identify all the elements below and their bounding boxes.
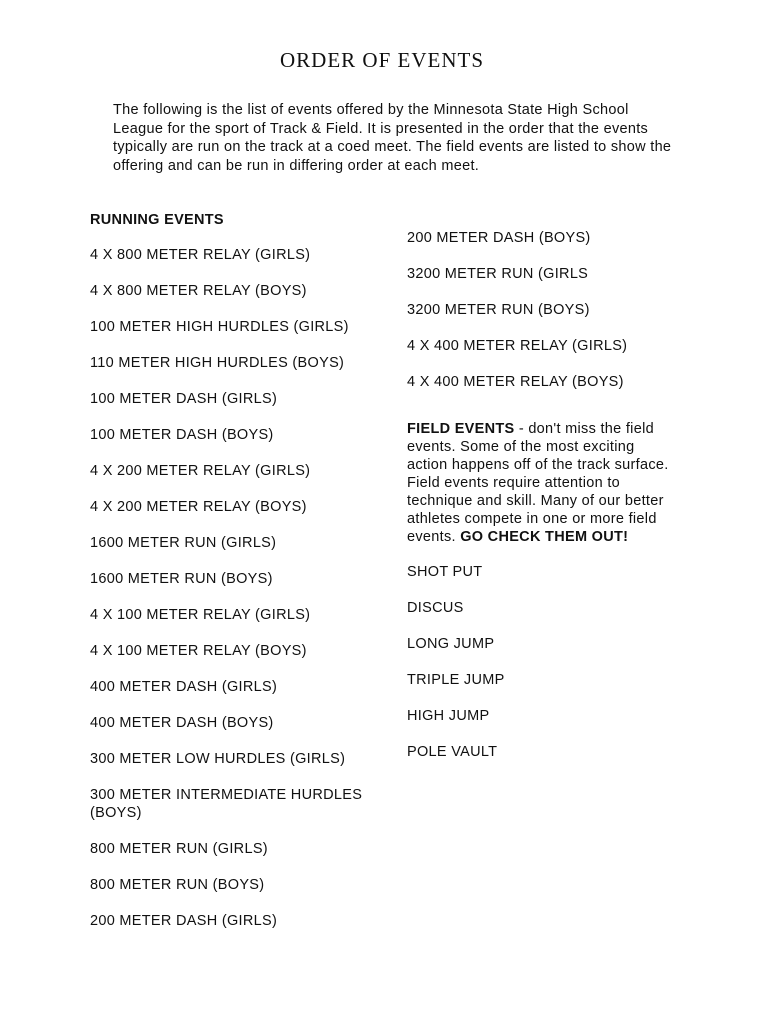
event-item: 3200 METER RUN (GIRLS [407,266,589,282]
event-item: 3200 METER RUN (BOYS) [407,302,590,318]
page-title: ORDER OF EVENTS [279,48,484,72]
event-item: 4 X 200 METER RELAY (GIRLS) [90,463,311,479]
event-item: 200 METER DASH (BOYS) [407,230,591,246]
running-events-list-left [90,246,390,930]
event-item: DISCUS [407,600,464,616]
event-item: 1600 METER RUN (GIRLS) [90,535,277,551]
event-item: 4 X 200 METER RELAY (BOYS) [90,499,307,515]
event-item: 800 METER RUN (BOYS) [90,877,265,893]
event-item: 4 X 800 METER RELAY (BOYS) [90,283,307,299]
event-item: 4 X 800 METER RELAY (GIRLS) [90,247,311,263]
event-item: 300 METER INTERMEDIATE HURDLES (BOYS) [90,787,363,821]
event-item: SHOT PUT [407,564,483,580]
events-column-right [407,229,677,779]
intro-paragraph: The following is the list of events offered by the Minnesota State High School League for the sport of Track & Field. It is presented in the order that the events typically are run on the track at a coed meet. The field events are listed to show the offering and can be run in differing order at each meet. [113,102,672,174]
event-item: 100 METER HIGH HURDLES (GIRLS) [90,319,349,335]
event-item: 110 METER HIGH HURDLES (BOYS) [90,355,345,371]
field-events-intro [407,420,677,546]
event-item: 400 METER DASH (GIRLS) [90,679,278,695]
event-item: 100 METER DASH (GIRLS) [90,391,278,407]
field-events-list [407,563,677,761]
running-events-column-left [90,211,390,948]
event-item: 200 METER DASH (GIRLS) [90,913,278,929]
event-item: 100 METER DASH (BOYS) [90,427,274,443]
event-item: 400 METER DASH (BOYS) [90,715,274,731]
field-events-heading: FIELD EVENTS [407,421,515,437]
event-item: 4 X 400 METER RELAY (BOYS) [407,374,624,390]
event-item: HIGH JUMP [407,708,490,724]
event-item: 800 METER RUN (GIRLS) [90,841,268,857]
field-events-description: - don't miss the field events. Some of the most exciting action happens off of the track surface. Field events require attention to technique and skill. Many of our better athletes compete in one or more field events. [407,421,669,545]
event-item: POLE VAULT [407,744,498,760]
field-events-cta: GO CHECK THEM OUT! [460,529,629,545]
event-item: 4 X 100 METER RELAY (GIRLS) [90,607,311,623]
event-item: 4 X 100 METER RELAY (BOYS) [90,643,307,659]
event-item: 300 METER LOW HURDLES (GIRLS) [90,751,346,767]
event-item: TRIPLE JUMP [407,672,505,688]
event-item: 4 X 400 METER RELAY (GIRLS) [407,338,628,354]
event-item: 1600 METER RUN (BOYS) [90,571,273,587]
running-events-list-right [407,229,677,391]
event-item: LONG JUMP [407,636,495,652]
running-events-heading: RUNNING EVENTS [90,212,224,228]
